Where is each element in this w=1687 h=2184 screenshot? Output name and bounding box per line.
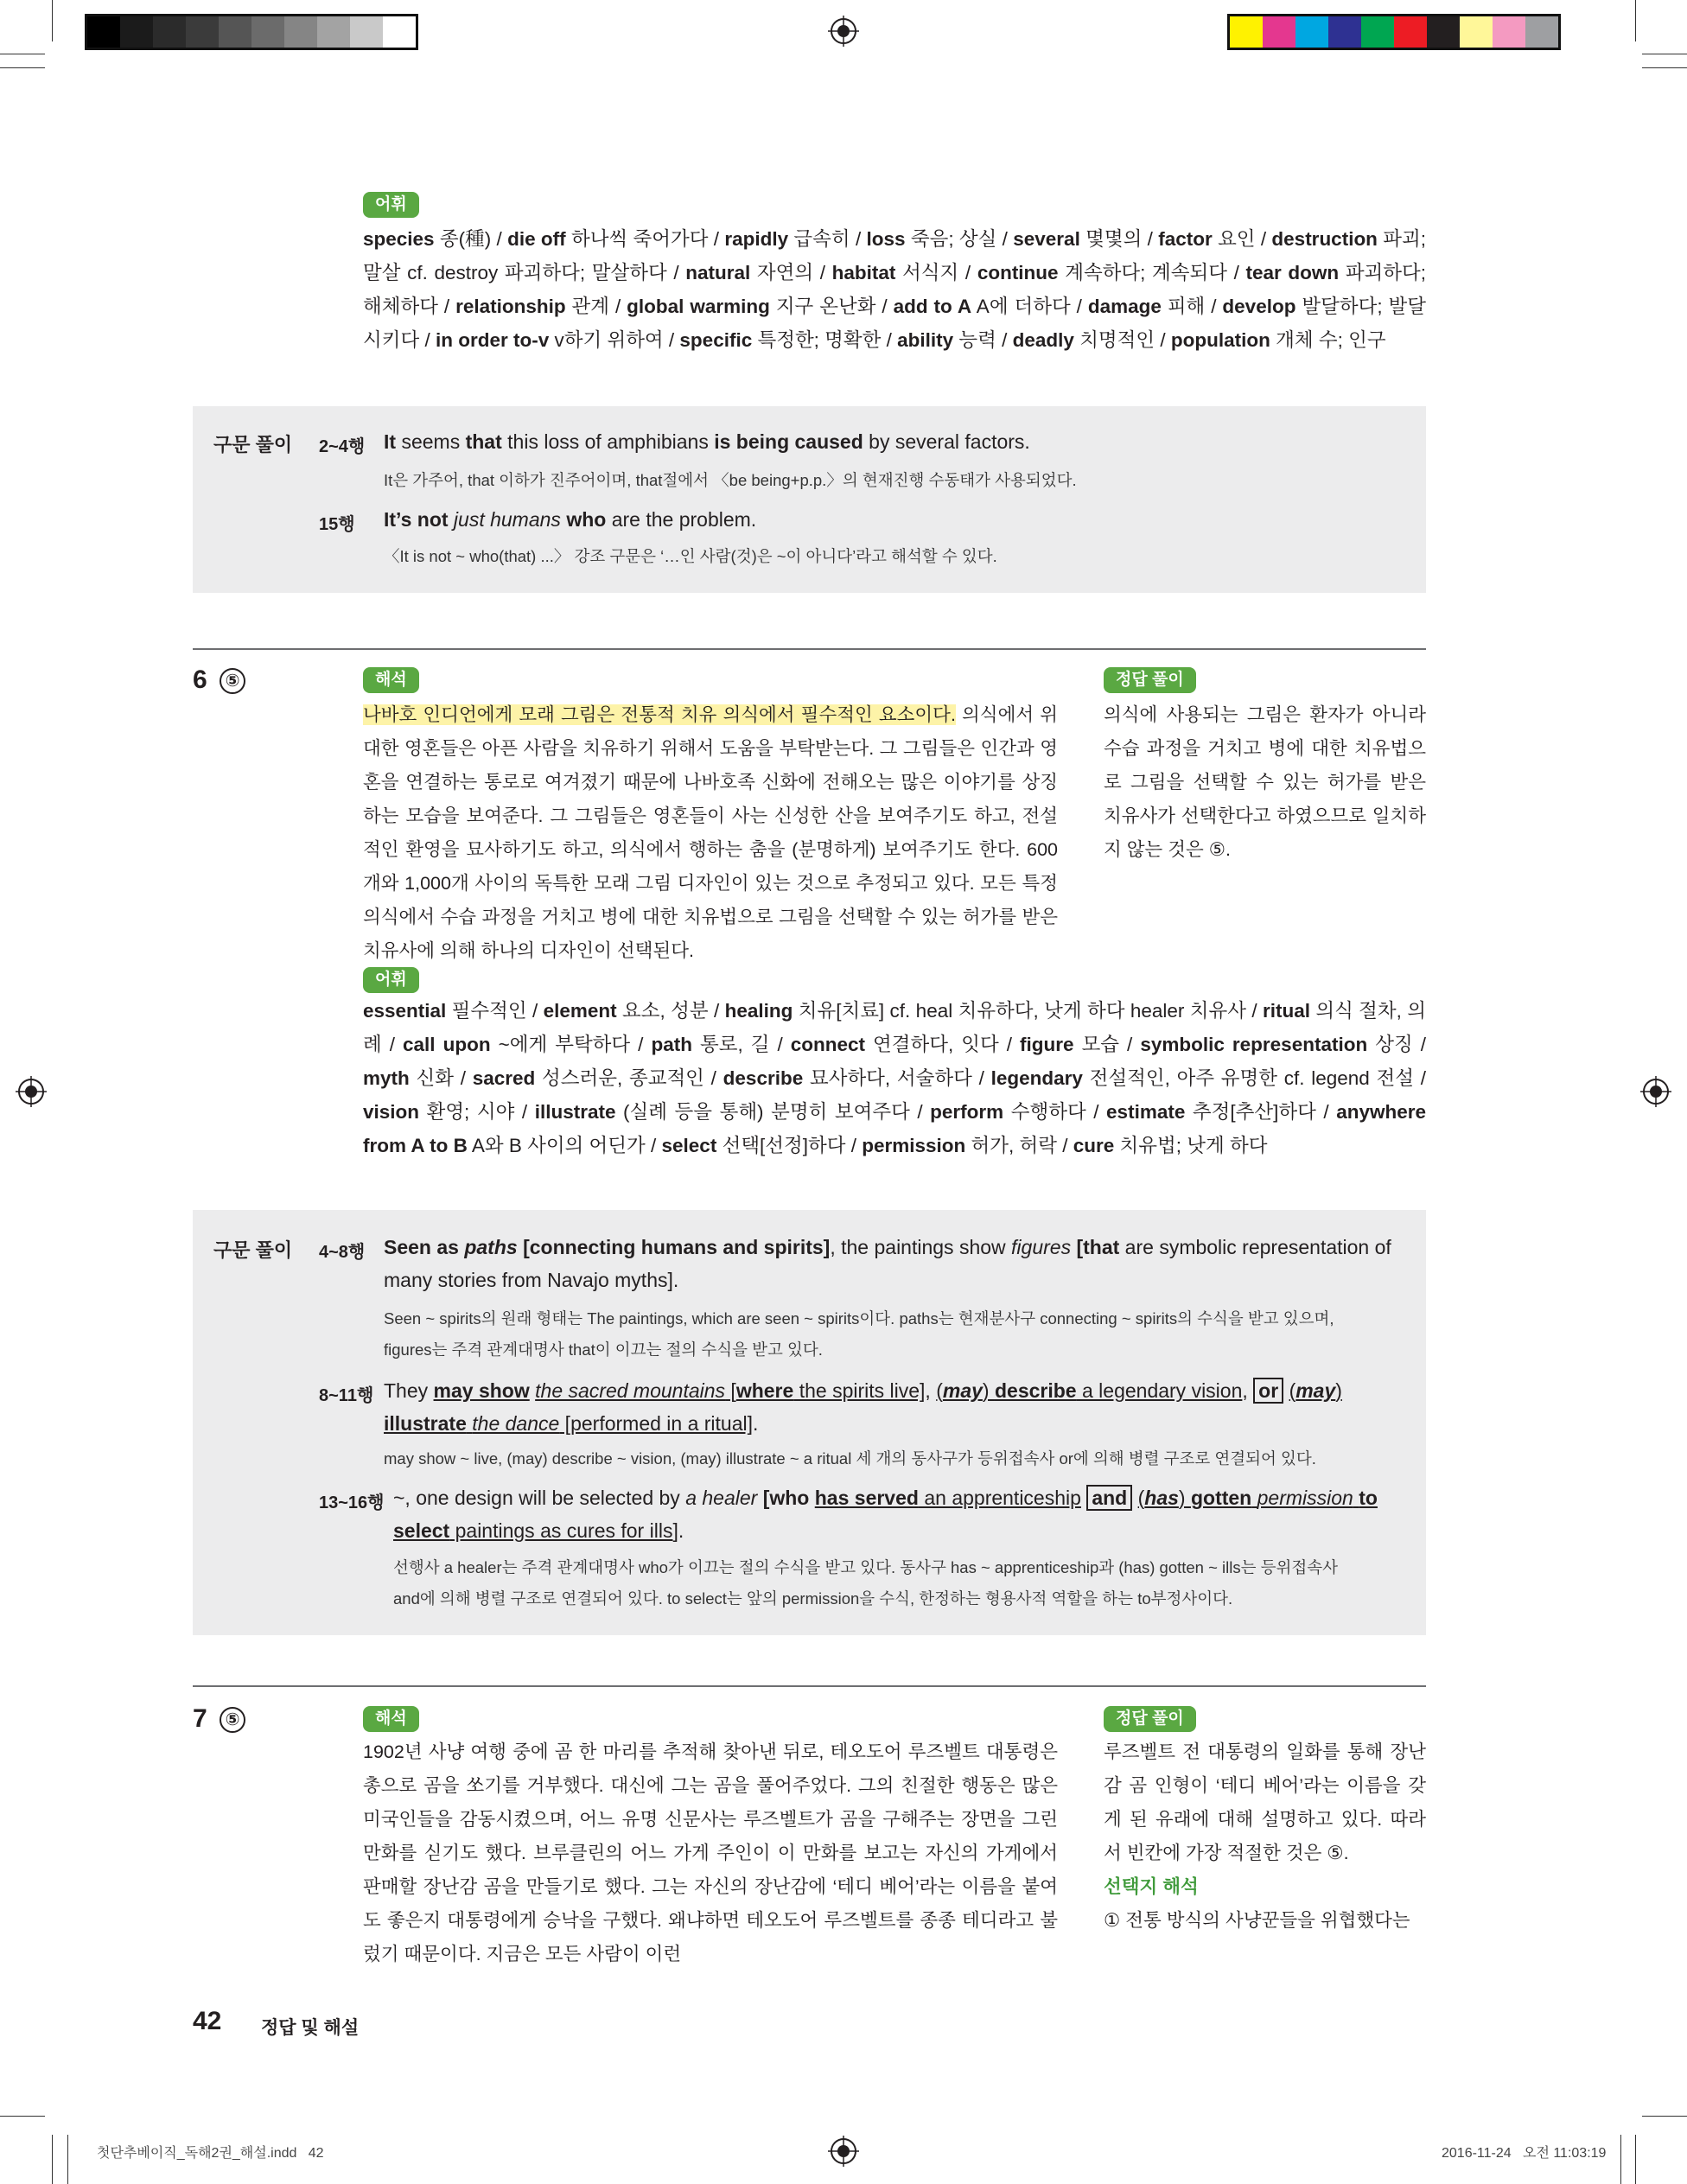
crop-mark	[1635, 2135, 1636, 2184]
crop-mark	[52, 0, 53, 41]
section-title: 정답 및 해설	[261, 2018, 360, 2038]
color-swatch	[383, 16, 416, 48]
color-swatch	[284, 16, 317, 48]
choice-label: 선택지 해석	[1104, 1876, 1199, 1897]
color-swatch	[1427, 16, 1460, 48]
color-swatch	[120, 16, 153, 48]
explanation-label: 정답 풀이	[1104, 1706, 1196, 1732]
highlighted-sentence: 나바호 인디언에게 모래 그림은 전통적 치유 의식에서 필수적인 요소이다.	[363, 704, 956, 725]
crop-mark	[0, 67, 45, 68]
color-swatch	[1263, 16, 1295, 48]
crop-mark	[67, 2135, 68, 2184]
explanation-text: 루즈벨트 전 대통령의 일화를 통해 장난감 곰 인형이 ‘테디 베어’라는 이름을 갖게 된 유래에 대해 설명하고 있다. 따라서 빈칸에 가장 적절한 것은 ⑤.	[1104, 1741, 1426, 1863]
interpretation-label: 해석	[363, 667, 419, 693]
explanation-label: 정답 풀이	[1104, 667, 1196, 693]
crop-mark	[52, 2135, 53, 2184]
interpretation-label: 해석	[363, 1706, 419, 1732]
print-timestamp: 2016-11-24 오전 11:03:19	[1442, 2146, 1607, 2161]
crop-mark	[1620, 2135, 1621, 2184]
syntax-sentence-cont: many stories from Navajo myths].	[384, 1269, 679, 1291]
color-swatch	[186, 16, 219, 48]
color-swatch	[251, 16, 284, 48]
color-swatch	[219, 16, 251, 48]
color-swatch	[1328, 16, 1361, 48]
color-swatch	[317, 16, 350, 48]
line-number: 15행	[319, 515, 355, 534]
color-swatch	[1230, 16, 1263, 48]
syntax-note: It은 가주어, that 이하가 진주어이며, that절에서 〈be being+p.p.〉의 현재진행 수동태가 사용되었다.	[384, 471, 1077, 489]
color-swatch	[350, 16, 383, 48]
choice-item: ① 전통 방식의 사냥꾼들을 위협했다는	[1104, 1910, 1410, 1931]
registration-mark-icon	[828, 2136, 859, 2167]
syntax-sentence-cont: select paintings as cures for ills].	[393, 1519, 684, 1542]
vocab-list: species 종(種) / die off 하나씩 죽어가다 / rapidly 급속히 / loss 죽음; 상실 / several 몇몇의 / factor 요인 / destruction 파괴; 말살 cf. destroy 파괴하다; 말살하다 / natural 자연의 / habitat 서식지 / continue 계속하다; 계속되다 / tear down 파괴하다; 해체하다 / relationship 관계 / global warming 지구 온난화 / add to A A에 더하다 / damage 피해 / develop 발달하다; 발달시키다 / in order to-v v하기 위하여 / specific 특정한; 명확한 / ability 능력 / deadly 치명적인 / population 개체 수; 인구	[363, 228, 1427, 351]
crop-mark	[1642, 2116, 1687, 2117]
interpretation-text: 1902년 사냥 여행 중에 곰 한 마리를 추적해 찾아낸 뒤로, 테오도어 루즈벨트 대통령은 총으로 곰을 쏘기를 거부했다. 대신에 그는 곰을 풀어주었다. 그의 친절한 행동은 많은 미국인들을 감동시켰으며, 어느 유명 신문사는 루즈벨트가 곰을 구해주는 장면을 그린 만화를 싣기도 했다. 브루클린의 어느 가게 주인이 이 만화를 보고는 자신의 가게에서 판매할 장난감 곰을 만들기로 했다. 그는 자신의 장난감에 ‘테디 베어’라는 이름을 붙여도 좋은지 대통령에게 승낙을 구했다. 왜냐하면 테오도어 루즈벨트를 종종 테디라고 불렀기 때문이다. 지금은 모든 사람이 이런	[363, 1741, 1058, 1964]
question-number: 7 ⑤	[193, 1704, 245, 1734]
crop-mark	[1635, 0, 1636, 41]
syntax-note: figures는 주격 관계대명사 that이 이끄는 절의 수식을 받고 있다.	[384, 1340, 823, 1359]
file-info: 첫단추베이직_독해2권_해설.indd 42	[97, 2146, 324, 2161]
grayscale-color-bar	[85, 14, 418, 50]
crop-mark	[0, 2116, 45, 2117]
vocab-label: 어휘	[363, 192, 419, 218]
syntax-label: 구문 풀이	[213, 434, 293, 455]
syntax-panel	[193, 406, 1426, 593]
line-number: 8~11행	[319, 1386, 374, 1405]
color-swatch	[1460, 16, 1493, 48]
syntax-sentence: It’s not just humans who are the problem.	[384, 508, 757, 531]
page-number: 42	[193, 2007, 222, 2035]
syntax-sentence: ~, one design will be selected by a healer [who has served an apprenticeship and (has) gotten permission to	[393, 1487, 1378, 1509]
registration-mark-icon	[16, 1076, 47, 1107]
color-swatch	[87, 16, 120, 48]
syntax-sentence-cont: illustrate the dance [performed in a ritual].	[384, 1412, 759, 1435]
syntax-sentence: It seems that this loss of amphibians is being caused by several factors.	[384, 430, 1030, 453]
syntax-note: may show ~ live, (may) describe ~ vision, (may) illustrate ~ a ritual 세 개의 동사구가 등위접속사 or에 의해 병렬 구조로 연결되어 있다.	[384, 1449, 1316, 1468]
color-swatch	[1493, 16, 1525, 48]
process-color-bar	[1227, 14, 1561, 50]
color-swatch	[1394, 16, 1427, 48]
interpretation-text: 나바호 인디언에게 모래 그림은 전통적 치유 의식에서 필수적인 요소이다. 의식에서 위대한 영혼들은 아픈 사람을 치유하기 위해서 도움을 부탁받는다. 그 그림들은 인간과 영혼을 연결하는 통로로 여겨졌기 때문에 나바호족 신화에 전해오는 많은 이야기를 상징하는 모습을 보여준다. 그 그림들은 영혼들이 사는 신성한 산을 보여주기도 하고, 전설적인 환영을 묘사하기도 하고, 의식에서 행하는 춤을 (분명하게) 보여주기도 한다. 600개와 1,000개 사이의 독특한 모래 그림 디자인이 있는 것으로 추정되고 있다. 모든 특정 의식에서 수습 과정을 거치고 병에 대한 치유법으로 그림을 선택할 수 있는 허가를 받은 치유사에 의해 하나의 디자인이 선택된다.	[363, 704, 1058, 961]
syntax-note: Seen ~ spirits의 원래 형태는 The paintings, which are seen ~ spirits이다. paths는 현재분사구 connecting ~ spirits의 수식을 받고 있으며,	[384, 1309, 1334, 1328]
syntax-note: 선행사 a healer는 주격 관계대명사 who가 이끄는 절의 수식을 받고 있다. 동사구 has ~ apprenticeship과 (has) gotten ~ ills는 등위접속사	[393, 1558, 1338, 1576]
section-divider	[193, 648, 1426, 650]
crop-mark	[1642, 67, 1687, 68]
explanation-text: 의식에 사용되는 그림은 환자가 아니라 수습 과정을 거치고 병에 대한 치유법으로 그림을 선택할 수 있는 허가를 받은 치유사가 선택한다고 하였으므로 일치하지 않는 것은 ⑤.	[1104, 704, 1426, 860]
syntax-label: 구문 풀이	[213, 1239, 293, 1261]
vocab-label: 어휘	[363, 967, 419, 993]
color-swatch	[1361, 16, 1394, 48]
line-number: 13~16행	[319, 1493, 385, 1512]
section-divider	[193, 1685, 1426, 1687]
color-swatch	[1295, 16, 1328, 48]
syntax-sentence: They may show the sacred mountains [where the spirits live], (may) describe a legendary vision, or (may)	[384, 1379, 1342, 1402]
color-swatch	[153, 16, 186, 48]
registration-mark-icon	[828, 16, 859, 47]
syntax-note: and에 의해 병렬 구조로 연결되어 있다. to select는 앞의 permission을 수식, 한정하는 형용사적 역할을 하는 to부정사이다.	[393, 1589, 1233, 1608]
registration-mark-icon	[1640, 1076, 1671, 1107]
question-number: 6 ⑤	[193, 665, 245, 695]
color-swatch	[1525, 16, 1558, 48]
line-number: 4~8행	[319, 1243, 366, 1262]
syntax-sentence: Seen as paths [connecting humans and spirits], the paintings show figures [that are symbolic representation of	[384, 1236, 1391, 1258]
vocab-list: essential 필수적인 / element 요소, 성분 / healing 치유[치료] cf. heal 치유하다, 낫게 하다 healer 치유사 / ritual 의식 절차, 의례 / call upon ~에게 부탁하다 / path 통로, 길 / connect 연결하다, 잇다 / figure 모습 / symbolic representation 상징 / myth 신화 / sacred 성스러운, 종교적인 / describe 묘사하다, 서술하다 / legendary 전설적인, 아주 유명한 cf. legend 전설 / vision 환영; 시야 / illustrate (실례 등을 통해) 분명히 보여주다 / perform 수행하다 / estimate 추정[추산]하다 / anywhere from A to B A와 B 사이의 어딘가 / select 선택[선정]하다 / permission 허가, 허락 / cure 치유법; 낫게 하다	[363, 1000, 1427, 1156]
syntax-note: 〈It is not ~ who(that) ...〉 강조 구문은 ‘…인 사람(것)은 ~이 아니다’라고 해석할 수 있다.	[384, 547, 997, 565]
syntax-panel	[193, 1210, 1426, 1635]
line-number: 2~4행	[319, 437, 366, 456]
